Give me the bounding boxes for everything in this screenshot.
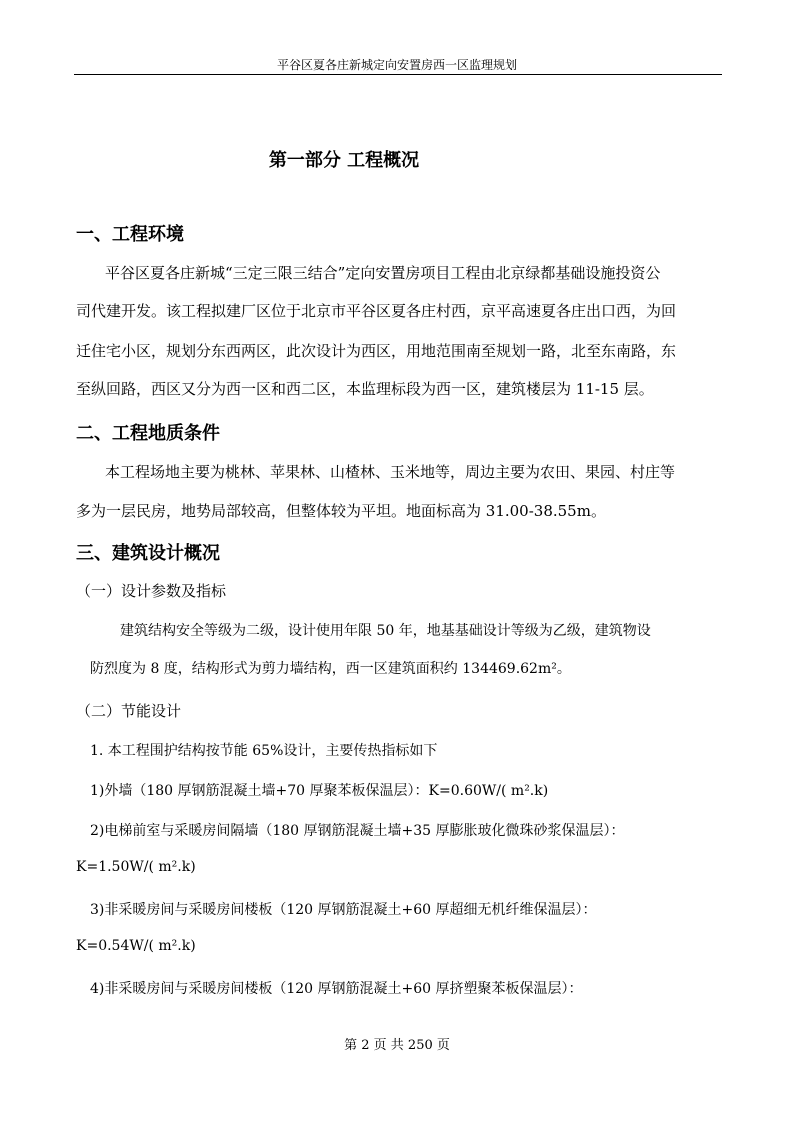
subsection-heading-1: （一）设计参数及指标	[76, 582, 227, 600]
list-item: 3)非采暖房间与采暖房间楼板（120 厚钢筋混凝土+60 厚超细无机纤维保温层）：	[90, 902, 597, 918]
list-intro: 1. 本工程围护结构按节能 65%设计，主要传热指标如下	[90, 743, 438, 759]
list-item: 2)电梯前室与采暖房间隔墙（180 厚钢筋混凝土墙+35 厚膨胀玻化微珠砂浆保温层）：	[90, 823, 625, 839]
header-rule	[74, 74, 722, 75]
paragraph-line: 本工程场地主要为桃林、苹果林、山楂林、玉米地等，周边主要为农田、果园、村庄等	[105, 463, 676, 481]
part-title: 第一部分 工程概况	[268, 150, 420, 171]
section-heading-2: 二、工程地质条件	[76, 423, 220, 444]
running-header: 平谷区夏各庄新城定向安置房西一区监理规划	[276, 58, 517, 72]
list-item-continuation: K=0.54W/( m².k)	[76, 938, 196, 954]
section-heading-3: 三、建筑设计概况	[76, 543, 220, 564]
paragraph-line: 平谷区夏各庄新城“三定三限三结合”定向安置房项目工程由北京绿都基础设施投资公	[105, 264, 661, 282]
paragraph-line: 多为一层民房，地势局部较高，但整体较为平坦。地面标高为 31.00-38.55m。	[76, 502, 606, 520]
list-item: 1)外墙（180 厚钢筋混凝土墙+70 厚聚苯板保温层）：K=0.60W/( m².k)	[90, 783, 549, 799]
list-item: 4)非采暖房间与采暖房间楼板（120 厚钢筋混凝土+60 厚挤塑聚苯板保温层）：	[90, 981, 583, 997]
paragraph-line: 防烈度为 8 度，结构形式为剪力墙结构，西一区建筑面积约 134469.62m²。	[90, 661, 571, 677]
paragraph-line: 司代建开发。该工程拟建厂区位于北京市平谷区夏各庄村西，京平高速夏各庄出口西，为回	[76, 302, 677, 320]
section-heading-1: 一、工程环境	[76, 224, 184, 245]
paragraph-line: 迁住宅小区，规划分东西两区，此次设计为西区，用地范围南至规划一路，北至东南路，东	[76, 342, 677, 360]
list-item-continuation: K=1.50W/( m².k)	[76, 859, 196, 875]
subsection-heading-2: （二）节能设计	[76, 702, 182, 720]
page-number: 第 2 页 共 250 页	[344, 1038, 450, 1053]
paragraph-line: 至纵回路，西区又分为西一区和西二区，本监理标段为西一区，建筑楼层为 11-15 层。	[76, 380, 654, 398]
paragraph-line: 建筑结构安全等级为二级，设计使用年限 50 年，地基基础设计等级为乙级，建筑物设	[120, 623, 651, 639]
